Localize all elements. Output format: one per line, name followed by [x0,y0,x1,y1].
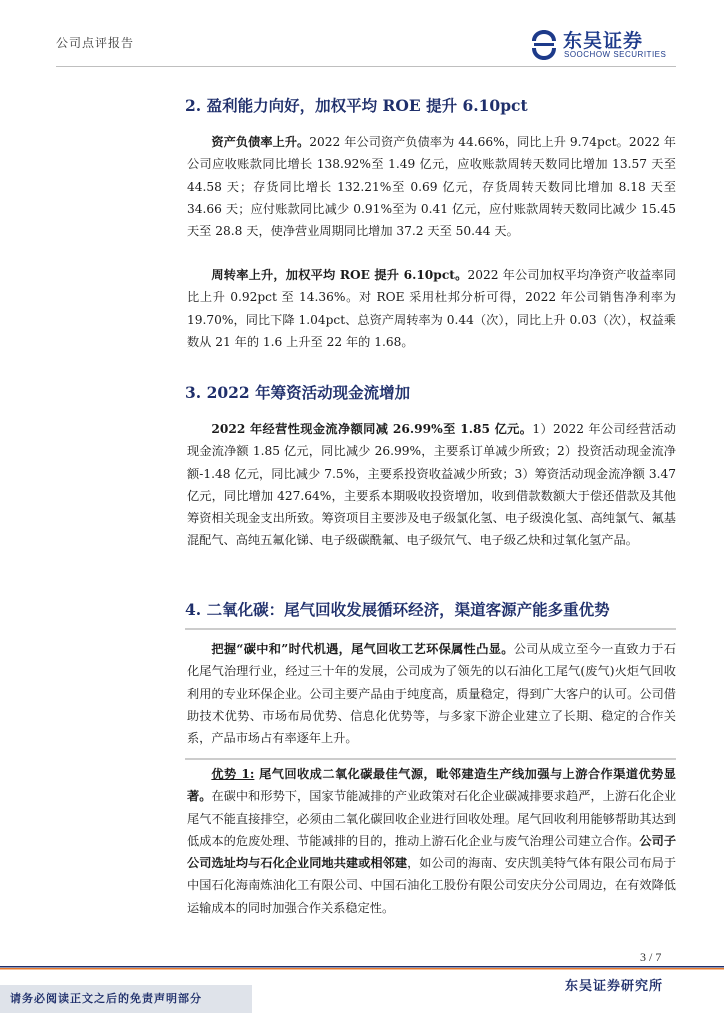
report-type-label: 公司点评报告 [56,36,135,50]
scs-logo-icon [528,28,560,62]
footer-rule [0,966,724,970]
section-title-profitability: 2. 盈利能力向好，加权平均 ROE 提升 6.10pct [185,96,528,115]
company-logo [528,26,678,64]
paragraph-body-secondary: ，如公司的海南、安庆凯美特气体有限公司布局于中国石化海南炼油化工有限公司、中国石油化工股份有限公司安庆分公司周边，在有效降低运输成本的同时加强合作关系稳定性。 [187,856,677,915]
paragraph-turnover-roe [187,264,676,353]
paragraph-lead: 把握“碳中和”时代机遇，尾气回收工艺环保属性凸显。 [211,642,514,656]
section-title-co2: 4. 二氧化碳：尾气回收发展循环经济，渠道客源产能多重优势 [185,600,610,619]
disclaimer-notice: 请务必阅读正文之后的免责声明部分 [0,985,252,1013]
logo-english-name: SOOCHOW SECURITIES [564,50,667,59]
section-divider [185,758,676,760]
paragraph-carbon-neutral [187,638,676,749]
advantage-label: 优势 1: [211,767,255,781]
paragraph-body: 1）2022 年公司经营活动现金流净额 1.85 亿元，同比减少 26.99%，主要系订单减少所致；2）投资活动现金流净额-1.48 亿元，同比减少 7.5%，主要系投资收益减少所致；3）筹资活动现金流净额 3.47 亿元，同比增加 427.64%，主要系本期吸收投资增加，收到借款数额大于偿还借款及其他筹资相关现金支出所致。筹资项目主要涉及电子级氯化氢、电子级溴化氢、高纯氯气、氟基混配气、高纯五氟化锑、电子级碳酰氟、电子级氘气、电子级乙炔和过氧化氢产品。 [187,422,676,548]
paragraph-body: 2022 年公司资产负债率为 44.66%，同比上升 9.74pct。2022 年公司应收账款同比增长 138.92%至 1.49 亿元，应收账款周转天数同比增加 13.57 天至 44.58 天；存货同比增长 132.21%至 0.69 亿元，存货周转天数同比增加 8.18 天至 34.66 天；应付账款同比减少 0.91%至为 0.41 亿元，应付账款周转天数同比减少 15.45 天至 28.8 天，使净营业周期同比增加 37.2 天至 50.44 天。 [187,135,676,239]
paragraph-debt-ratio [187,131,676,242]
header-divider [56,66,676,67]
paragraph-body: 公司从成立至今一直致力于石化尾气治理行业，经过三十年的发展，公司成为了领先的以石油化工尾气(废气)火炬气回收利用的专业环保企业。公司主要产品由于纯度高，质量稳定，得到广大客户的认可。公司借助技术优势、市场布局优势、信息化优势等，与多家下游企业建立了长期、稳定的合作关系，产品市场占有率逐年上升。 [187,642,676,746]
paragraph-lead: 2022 年经营性现金流净额同减 26.99%至 1.85 亿元。 [211,422,533,436]
logo-chinese-name: 东吴证券 [563,30,644,52]
paragraph-lead: 周转率上升，加权平均 ROE 提升 6.10pct。 [211,268,468,282]
paragraph-advantage-1 [187,763,676,919]
section-divider [185,628,676,630]
paragraph-lead: 尾气回收成二氧化碳最佳气源，毗邻建造生产线加强与上游合作渠道优势显著。 [187,767,676,804]
paragraph-lead-secondary: 公司子公司选址均与石化企业同地共建或相邻建 [187,833,677,871]
page-number: 3 / 7 [640,950,662,964]
paragraph-body: 2022 年公司加权平均净资产收益率同比上升 0.92pct 至 14.36%。对 ROE 采用杜邦分析可得，2022 年公司销售净利率为 19.70%，同比下降 1.04pct、总资产周转率为 0.44（次），同比上升 0.03（次），权益乘数从 21 年的 1.6 上升至 22 年的 1.68。 [187,268,676,349]
paragraph-operating-cash-flow [187,418,676,552]
paragraph-body: 在碳中和形势下，国家节能减排的产业政策对石化企业碳减排要求趋严，上游石化企业尾气不能直接排空，必须由二氧化碳回收企业进行回收处理。尾气回收利用能够帮助其达到低成本的危废处理、节能减排的目的，推动上游石化企业与废气治理公司建立合作。 [187,789,677,848]
section-title-cash-flow: 3. 2022 年筹资活动现金流增加 [185,383,411,402]
paragraph-lead: 资产负债率上升。 [211,135,310,149]
footer-organization: 东吴证券研究所 [565,979,664,994]
